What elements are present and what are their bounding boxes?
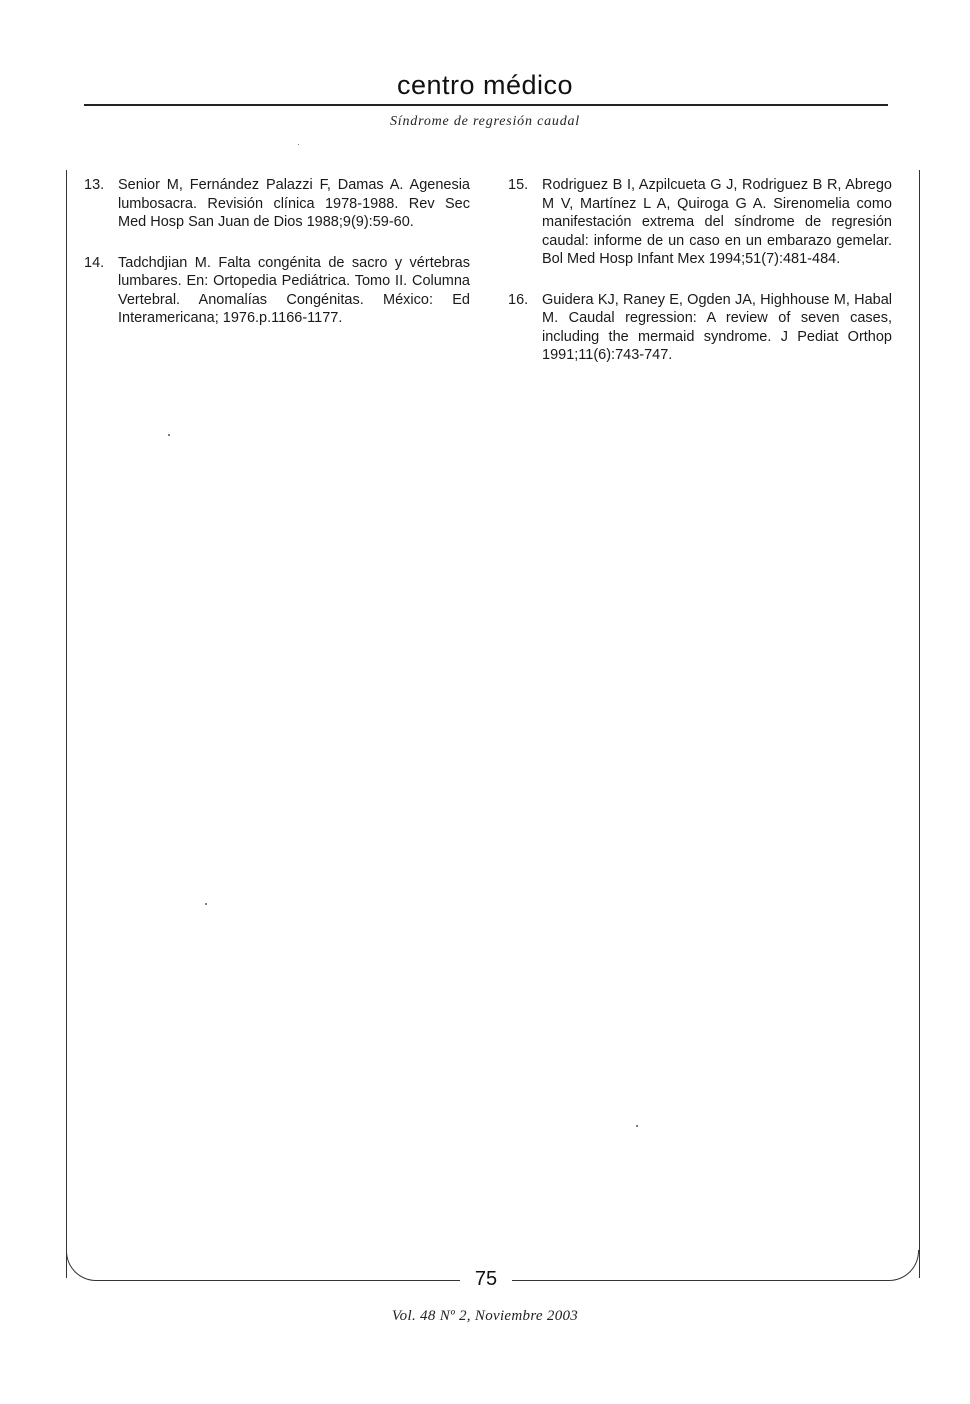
reference-item bbox=[508, 291, 892, 365]
references-right-column bbox=[508, 176, 892, 387]
reference-item bbox=[84, 254, 470, 328]
reference-text: Guidera KJ, Raney E, Ogden JA, Highhouse M, Habal M. Caudal regression: A review of seven cases, including the mermaid syndrome. J Pediat Orthop 1991;11(6):743-747. bbox=[542, 291, 892, 363]
reference-text: Senior M, Fernández Palazzi F, Damas A. Agenesia lumbosacra. Revisión clínica 1978-1988. Rev Sec Med Hosp San Juan de Dios 1988;9(9):59-60. bbox=[118, 177, 470, 230]
scan-speck bbox=[636, 1125, 638, 1127]
scan-speck bbox=[205, 903, 207, 905]
issue-info: Vol. 48 Nº 2, Noviembre 2003 bbox=[391, 1308, 579, 1324]
scan-speck bbox=[298, 144, 299, 145]
references-left-column bbox=[84, 176, 470, 350]
reference-text: Rodriguez B I, Azpilcueta G J, Rodriguez B R, Abrego M V, Martínez L A, Quiroga G A. Sirenomelia como manifestación extrema del síndrome de regresión caudal: informe de un caso en un embarazo gemelar. Bol Med Hosp Infant Mex 1994;51(7):481-484. bbox=[542, 177, 892, 267]
reference-text: Tadchdjian M. Falta congénita de sacro y vértebras lumbares. En: Ortopedia Pediátrica. Tomo II. Columna Vertebral. Anomalías Congénitas. México: Ed Interamericana; 1976.p.1166-1177. bbox=[118, 254, 470, 326]
running-title: Síndrome de regresión caudal bbox=[390, 114, 580, 129]
reference-number: 13. bbox=[84, 177, 105, 193]
reference-number: 14. bbox=[84, 254, 105, 271]
reference-item bbox=[508, 176, 892, 269]
header-rule bbox=[84, 104, 888, 106]
page-number: 75 bbox=[474, 1268, 498, 1290]
scan-speck bbox=[168, 434, 170, 436]
journal-title: centro médico bbox=[396, 70, 574, 100]
reference-number: 16. bbox=[508, 291, 529, 308]
reference-item bbox=[84, 176, 470, 232]
footer-rule-right bbox=[512, 1280, 884, 1281]
reference-number: 15. bbox=[508, 177, 529, 193]
footer-rule-left bbox=[100, 1280, 460, 1281]
